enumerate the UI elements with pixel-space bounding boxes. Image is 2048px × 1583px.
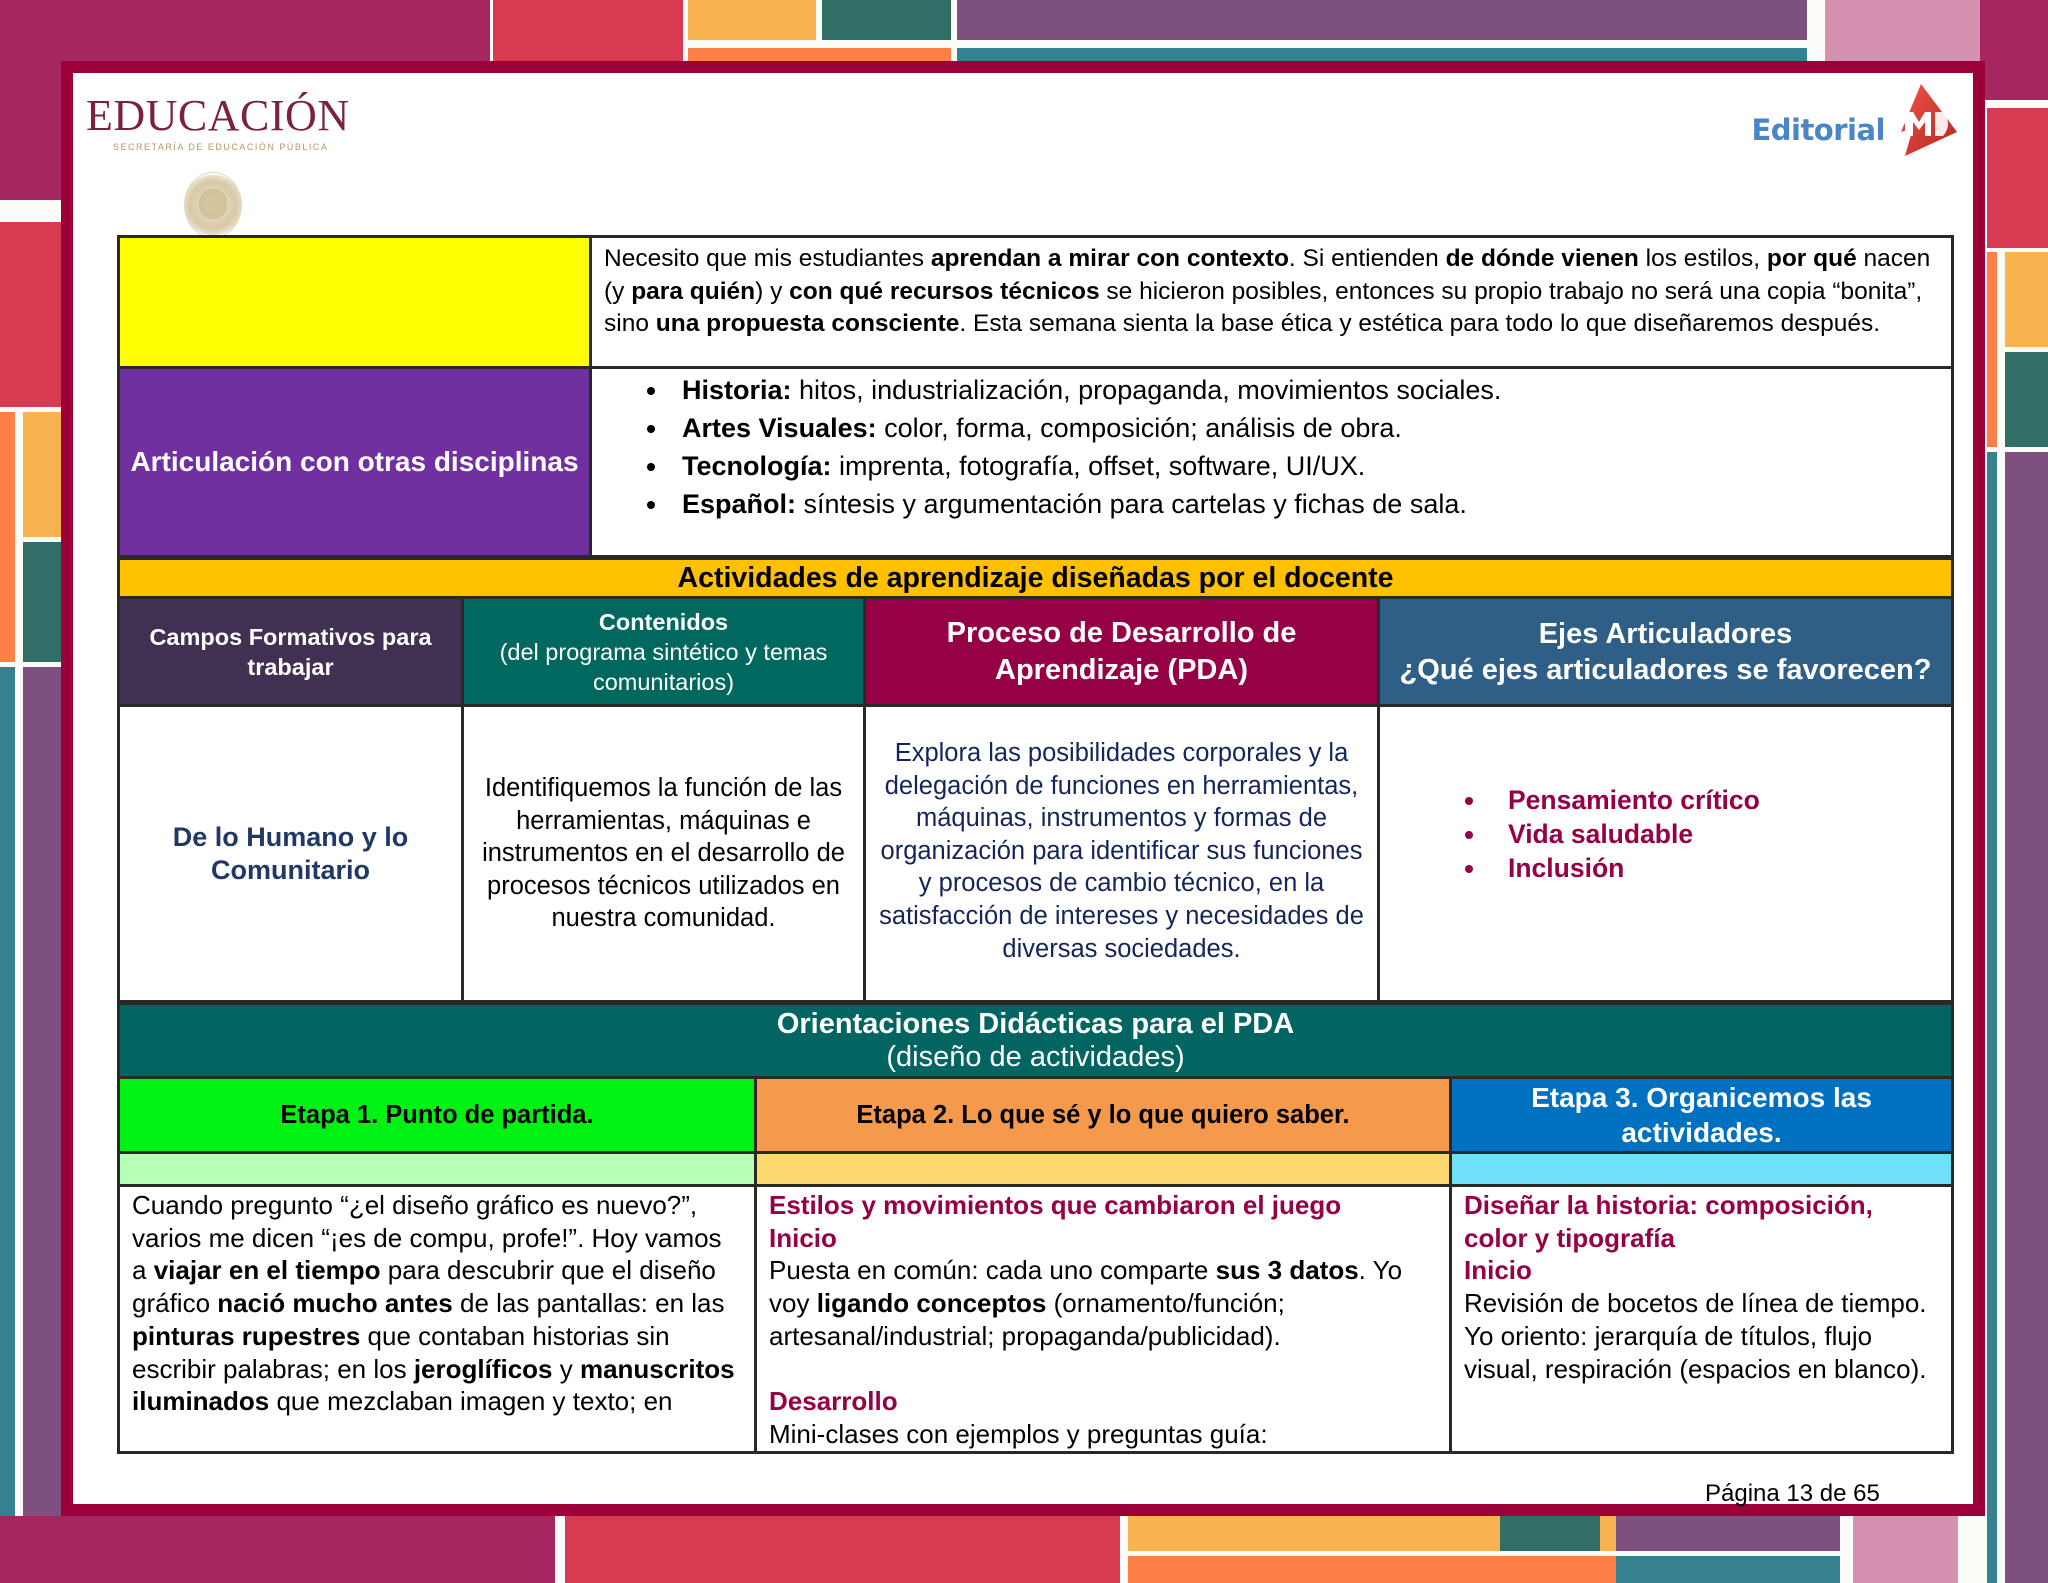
articulacion-term: Tecnología: (682, 451, 832, 481)
etapa-3-heading: Diseñar la historia: composición, color y tipografía (1464, 1190, 1873, 1253)
text-run: los estilos, (1638, 245, 1767, 272)
header-ejes-articuladores (1379, 598, 1953, 706)
bold-text-run: manuscritos iluminados (132, 1353, 735, 1417)
header-contenidos-title: Contenidos (598, 608, 729, 635)
text-run: de las pantallas: en las (452, 1288, 725, 1319)
eje-item: • Pensamiento crítico (1488, 783, 1951, 817)
etapa-3-subband (1451, 1153, 1953, 1186)
intro-text (591, 237, 1953, 368)
header-campos-formativos: Campos Formativos para trabajar (119, 598, 463, 706)
bg-tile (0, 0, 61, 200)
bg-tile (1825, 0, 1980, 61)
bg-tile (688, 0, 816, 40)
intro-label-cell (119, 237, 591, 368)
bold-text-run: viajar en el tiempo (153, 1255, 381, 1286)
bg-tile (565, 1516, 1120, 1583)
text-run: Cuando pregunto “¿el diseño gráfico es nuevo?”, varios me dicen “¡es de compu, profe!”. Hoy vamos a (132, 1190, 722, 1286)
etapa-3-inicio-label: Inicio (1464, 1255, 1532, 1286)
text-run: que contaban historias sin escribir palabras; en los (132, 1320, 670, 1384)
bg-tile (0, 222, 61, 407)
pda-value: Explora las posibilidades corporales y la delegación de funciones en herramientas, máquinas, instrumentos y formas de organización para identificar sus funciones y procesos de cambio técnico, en la satisfacción de intereses y necesidades de diversas sociedades. (865, 706, 1379, 1002)
bg-tile (0, 0, 490, 61)
bg-tile (1987, 252, 1997, 447)
bold-text-run: aprendan a mirar con contexto (930, 245, 1289, 272)
etapa-2-inicio-text (769, 1254, 1437, 1352)
articulacion-item (670, 409, 1951, 447)
text-run: se hicieron posibles, entonces su propio trabajo no será una copia “bonita”, sino (604, 277, 1923, 337)
articulacion-term: Artes Visuales: (682, 413, 877, 443)
articulacion-label: Articulación con otras disciplinas (119, 368, 591, 557)
bg-tile (2005, 452, 2048, 1583)
bg-tile (2005, 252, 2048, 347)
eje-item: • Vida saludable (1488, 817, 1951, 851)
bold-text-run: ligando conceptos (816, 1288, 1047, 1319)
articulacion-item (670, 485, 1951, 523)
etapa-2-inicio-label: Inicio (769, 1222, 837, 1253)
text-run: nacen (y (604, 245, 1931, 305)
bg-tile (1987, 108, 2048, 248)
bold-text-run: de dónde vienen (1445, 245, 1639, 272)
bg-tile (0, 1516, 555, 1583)
eje-item: • Inclusión (1488, 851, 1951, 885)
sep-logo-title: EDUCACIÓN (86, 91, 350, 140)
header-ejes-title: Ejes Articuladores (1538, 617, 1793, 650)
bold-text-run: para quién (631, 277, 756, 305)
etapa-3-content (1451, 1186, 1953, 1453)
text-run: . Si entienden (1288, 245, 1446, 272)
bg-tile (822, 0, 951, 40)
etapa-1-header: Etapa 1. Punto de partida. (119, 1078, 756, 1153)
editorial-logo-text: Editorial (1751, 113, 1885, 147)
actividades-title: Actividades de aprendizaje diseñadas por el docente (119, 559, 1953, 598)
sep-logo (86, 91, 350, 152)
text-run: . Yo voy (769, 1255, 1403, 1319)
articulacion-text: imprenta, fotografía, offset, software, UI/UX. (831, 451, 1366, 481)
bold-text-run: una propuesta consciente (655, 310, 960, 337)
text-run: Puesta en común: cada uno comparte (769, 1255, 1216, 1286)
ejes-list (1380, 783, 1951, 885)
bg-tile (1616, 1516, 1840, 1551)
bg-tile (23, 667, 61, 1583)
etapa-3-header: Etapa 3. Organicemos las actividades. (1451, 1078, 1953, 1153)
text-run: para descubrir que el diseño gráfico (132, 1255, 716, 1319)
editorial-logo (1751, 80, 1961, 160)
articulacion-item (670, 371, 1951, 409)
etapa-2-subband (756, 1153, 1451, 1186)
bg-tile (1128, 1556, 1618, 1583)
bold-text-run: pinturas rupestres (132, 1320, 361, 1351)
ejes-value (1379, 706, 1953, 1002)
articulacion-item (670, 447, 1951, 485)
editorial-md-mark-icon (1891, 82, 1961, 158)
contenido-value: Identifiquemos la función de las herramientas, máquinas e instrumentos en el desarrollo de procesos técnicos utilizados en nuestra comunidad. (463, 706, 865, 1002)
bold-text-run: jeroglíficos (413, 1353, 553, 1384)
bg-tile (688, 48, 951, 61)
sep-logo-subtitle: SECRETARÍA DE EDUCACIÓN PÚBLICA (113, 142, 329, 152)
campo-formativo-value: De lo Humano y lo Comunitario (119, 706, 463, 1002)
text-run: (ornamento/función; artesanal/industrial; propaganda/publicidad). (769, 1288, 1285, 1351)
articulacion-list (592, 371, 1951, 523)
bg-tile (957, 0, 1807, 40)
articulacion-term: Historia: (682, 375, 792, 405)
orientaciones-band (119, 1004, 1953, 1078)
etapa-2-desarrollo-label: Desarrollo (769, 1386, 898, 1417)
page-number: Página 13 de 65 (1705, 1480, 1880, 1507)
articulacion-term: Español: (682, 489, 797, 519)
articulacion-text: síntesis y argumentación para cartelas y fichas de sala. (796, 489, 1467, 519)
orientaciones-subtitle: (diseño de actividades) (886, 1040, 1185, 1073)
bg-tile (0, 667, 15, 1583)
etapa-1-content (119, 1186, 756, 1453)
bg-tile (1616, 1556, 1840, 1583)
bg-tile (1500, 1516, 1600, 1551)
bold-text-run: por qué (1766, 245, 1857, 272)
bg-tile (493, 0, 683, 61)
header-contenidos-subtitle: (del programa sintético y temas comunitarios) (499, 638, 828, 695)
bg-tile (1853, 1516, 1958, 1583)
bg-tile (957, 48, 1807, 61)
header-pda: Proceso de Desarrollo de Aprendizaje (PDA) (865, 598, 1379, 706)
etapa-2-desarrollo-text: Mini-clases con ejemplos y preguntas guía: (769, 1418, 1268, 1449)
actividades-table (117, 557, 1954, 1003)
bg-tile (1980, 0, 2048, 100)
orientaciones-table (117, 1002, 1954, 1454)
etapa-2-heading: Estilos y movimientos que cambiaron el juego (769, 1190, 1342, 1220)
bg-tile (2005, 352, 2048, 447)
text-run: Necesito que mis estudiantes (604, 245, 931, 272)
articulacion-text: color, forma, composición; análisis de obra. (876, 413, 1402, 443)
intro-table (117, 235, 1954, 558)
bold-text-run: sus 3 datos (1215, 1255, 1359, 1286)
bold-text-run: nació mucho antes (217, 1288, 453, 1319)
orientaciones-title: Orientaciones Didácticas para el PDA (776, 1007, 1295, 1040)
text-run: que mezclaban imagen y texto; en (269, 1386, 673, 1417)
articulacion-text: hitos, industrialización, propaganda, movimientos sociales. (791, 375, 1502, 405)
bold-text-run: con qué recursos técnicos (789, 277, 1100, 305)
bg-tile (0, 412, 15, 662)
bg-tile (23, 412, 61, 537)
bg-tile (23, 542, 61, 662)
articulacion-content (591, 368, 1953, 557)
etapa-2-header: Etapa 2. Lo que sé y lo que quiero saber. (756, 1078, 1451, 1153)
text-run: y (552, 1353, 580, 1384)
bg-tile (1987, 452, 1997, 1583)
etapa-2-content (756, 1186, 1451, 1453)
etapa-1-subband (119, 1153, 756, 1186)
spacer (769, 1353, 1437, 1386)
header-contenidos (463, 598, 865, 706)
text-run: . Esta semana sienta la base ética y estética para todo lo que diseñaremos después. (959, 310, 1881, 337)
text-run: ) y (755, 277, 790, 305)
etapa-3-inicio-text: Revisión de bocetos de línea de tiempo. Yo oriento: jerarquía de títulos, flujo visual, respiración (espacios en blanco). (1464, 1288, 1927, 1384)
header-ejes-subtitle: ¿Qué ejes articuladores se favorecen? (1399, 653, 1932, 686)
coat-of-arms-seal-icon (184, 172, 242, 238)
